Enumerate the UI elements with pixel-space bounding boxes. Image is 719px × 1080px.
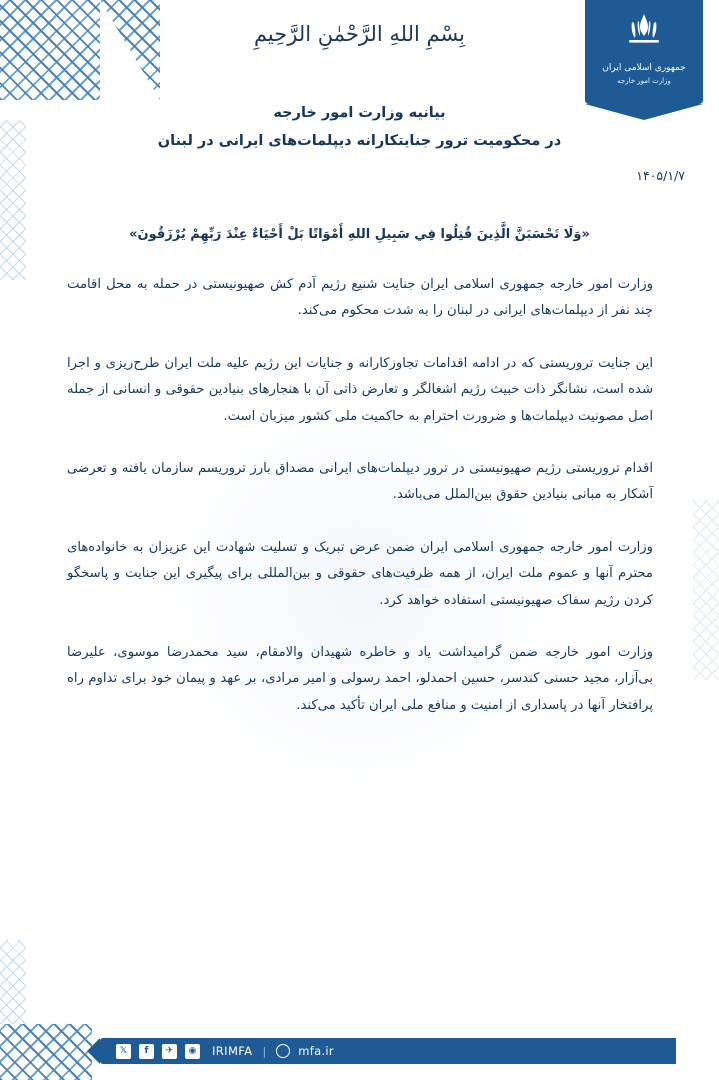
decorative-tile-pattern-top — [0, 0, 160, 100]
twitter-x-icon[interactable]: 𝕏 — [116, 1044, 131, 1059]
telegram-icon[interactable]: ✈ — [162, 1044, 177, 1059]
globe-icon — [276, 1044, 290, 1058]
paragraph: وزارت امور خارجه جمهوری اسلامی ایران جنایت شنیع رژیم آدم کش صهیونیستی در حمله به محل اقامت چند نفر از دیپلمات‌های ایرانی در لبنان را به شدت محکوم می‌کند. — [67, 277, 653, 319]
instagram-icon[interactable]: ◉ — [185, 1044, 200, 1059]
decorative-tile-pattern-bottom — [0, 1024, 92, 1080]
paragraph: این جنایت تروریستی که در ادامه اقدامات تجاوزکارانه و جنایات این رژیم علیه ملت ایران طرح‌ریزی و اجرا شده است، نشانگر ذات خبیث رژیم اشغالگر و تعارض ذاتی آن با هنجارهای بنیادین حقوقی و انسانی از جمله اصل مصونیت دیپلمات‌ها و ضرورت احترام به حاکمیت ملی کشور میزبان است. — [67, 355, 653, 424]
page-title — [0, 100, 719, 155]
paragraph: وزارت امور خارجه ضمن گرامیداشت یاد و خاطره شهیدان والامقام، سید محمدرضا موسوی، علیرضا بی‌آزار، مجید حسنی کندسر، حسین احمدلو، احمد رسولی و امیر مرادی، بر عهد و پیمان خود برای تداوم راه پرافتخار آنها در پاسداری از امنیت و منافع ملی ایران تأکید می‌کند. — [67, 645, 653, 713]
decorative-side-ornament-right — [693, 500, 719, 680]
emblem-line-1: جمهوری اسلامی ایران — [602, 63, 686, 73]
social-links-bar — [100, 1038, 676, 1064]
website-link[interactable]: mfa.ir — [298, 1044, 334, 1058]
paragraph: وزارت امور خارجه جمهوری اسلامی ایران ضمن عرض تبریک و تسلیت شهادت این عزیزان به خانواده‌های محترم آنها و عموم ملت ایران، از همه ظرفیت‌های حقوقی و بین‌المللی برای پیگیری این جنایت و پاسخگو کردن رژیم سفاک صهیونیستی استفاده خواهد کرد. — [67, 539, 653, 608]
facebook-icon[interactable]: f — [139, 1044, 154, 1059]
title-line-2: در محکومیت ترور جنایتکارانه دیپلمات‌های ایرانی در لبنان — [157, 132, 562, 149]
statement-body — [67, 272, 653, 745]
social-handle[interactable]: IRIMFA — [212, 1044, 253, 1058]
iran-emblem-icon — [624, 12, 664, 46]
title-line-1: بیانیه وزارت امور خارجه — [273, 105, 446, 121]
publication-date: ۱۴۰۵/۱/۷ — [636, 168, 685, 183]
document-footer — [0, 1024, 719, 1080]
emblem-line-2: وزارت امور خارجه — [617, 76, 671, 85]
quran-verse: «وَلَا تَحْسَبَنَّ الَّذِينَ قُتِلُوا فِي سَبِيلِ اللهِ أَمْوَاتًا بَلْ أَحْيَاءٌ عِنْدَ رَبِّهِمْ يُرْزَقُونَ» — [129, 227, 590, 242]
paragraph: اقدام تروریستی رژیم صهیونیستی در ترور دیپلمات‌های ایرانی مصداق بارز تروریسم سازمان یافته و تعرضی آشکار به مبانی بنیادین حقوق بین‌الملل می‌باشد. — [67, 461, 653, 503]
ministry-emblem-banner — [585, 0, 703, 104]
document-header — [0, 0, 719, 100]
emblem-caption — [602, 62, 686, 86]
footer-separator: | — [262, 1044, 267, 1058]
basmala-calligraphy: بِسْمِ اللهِ الرَّحْمٰنِ الرَّحِيمِ — [253, 22, 466, 46]
